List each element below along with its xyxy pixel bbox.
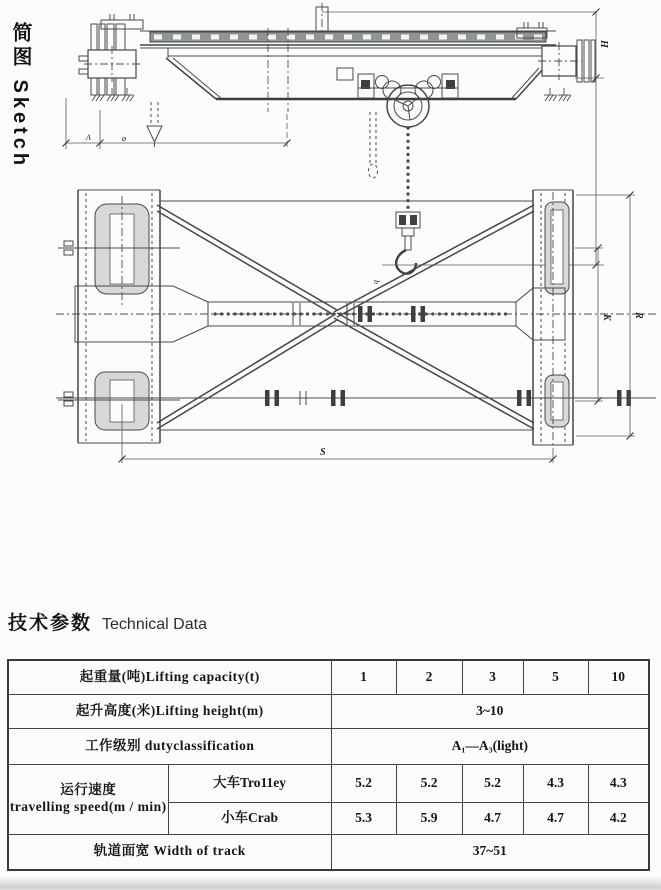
plan-view xyxy=(56,190,656,463)
main-beam-plan xyxy=(56,286,656,342)
diagonal-braces xyxy=(157,205,534,429)
dim-label-H: H xyxy=(598,40,609,48)
speed-label-chinese: 运行速度 xyxy=(60,782,117,798)
dimension-K xyxy=(575,245,612,405)
speed-group-label xyxy=(8,764,168,834)
track-value: 37~51 xyxy=(331,834,649,870)
dimension-A xyxy=(63,98,291,149)
capacity-value: 5 xyxy=(523,660,588,694)
crab-speed: 4.7 xyxy=(462,802,523,834)
girder-box-detail xyxy=(337,68,353,80)
row-lifting-capacity xyxy=(8,660,649,694)
pendant-chain xyxy=(147,102,162,147)
row-lifting-height xyxy=(8,694,649,728)
dim-label-A: A xyxy=(86,133,91,142)
crab-speed: 5.3 xyxy=(331,802,396,834)
row-duty-classification xyxy=(8,728,649,764)
speed-label-english: travelling speed(m / min) xyxy=(9,799,167,814)
left-end-truck-plan xyxy=(58,190,180,443)
row-trolley-speed xyxy=(8,764,649,802)
technical-data-heading xyxy=(8,608,207,635)
crab-label: 小车Crab xyxy=(168,802,331,834)
dim-label-dia: ø xyxy=(122,134,126,143)
trolley-speed: 5.2 xyxy=(331,764,396,802)
trolley-speed: 4.3 xyxy=(523,764,588,802)
dim-label-S: S xyxy=(320,447,326,458)
trolley-label: 大车Tro11ey xyxy=(168,764,331,802)
dim-label-h: h xyxy=(372,280,381,284)
capacity-value: 2 xyxy=(396,660,462,694)
sketch-section-label: 简图 Sketch xyxy=(9,22,31,170)
scan-smudge xyxy=(0,876,661,890)
capacity-value: 1 xyxy=(331,660,396,694)
right-end-truck-plan xyxy=(533,190,573,448)
dim-label-K: K xyxy=(601,314,612,321)
trolley-speed: 5.2 xyxy=(462,764,523,802)
trolley-speed: 4.3 xyxy=(588,764,649,802)
height-label: 起升高度(米)Lifting height(m) xyxy=(8,694,331,728)
heading-chinese: 技术参数 xyxy=(8,613,93,634)
hook-block xyxy=(396,212,420,274)
crab-speed: 4.7 xyxy=(523,802,588,834)
duty-label: 工作级别 dutyclassification xyxy=(8,728,331,764)
left-end-carriage-elevation xyxy=(79,14,143,101)
technical-data-table xyxy=(7,659,650,871)
height-value: 3~10 xyxy=(331,694,649,728)
chain-hoist-trolley xyxy=(358,74,458,274)
trolley-speed: 5.2 xyxy=(396,764,462,802)
dim-label-R: R xyxy=(633,312,644,319)
capacity-label: 起重量(吨)Lifting capacity(t) xyxy=(8,660,331,694)
track-label: 轨道面宽 Width of track xyxy=(8,834,331,870)
crab-speed: 5.9 xyxy=(396,802,462,834)
duty-value: A₁—A₃(light) xyxy=(331,728,649,764)
row-track-width xyxy=(8,834,649,870)
capacity-value: 10 xyxy=(588,660,649,694)
heading-english: Technical Data xyxy=(102,616,207,633)
capacity-value: 3 xyxy=(462,660,523,694)
crab-speed: 4.2 xyxy=(588,802,649,834)
